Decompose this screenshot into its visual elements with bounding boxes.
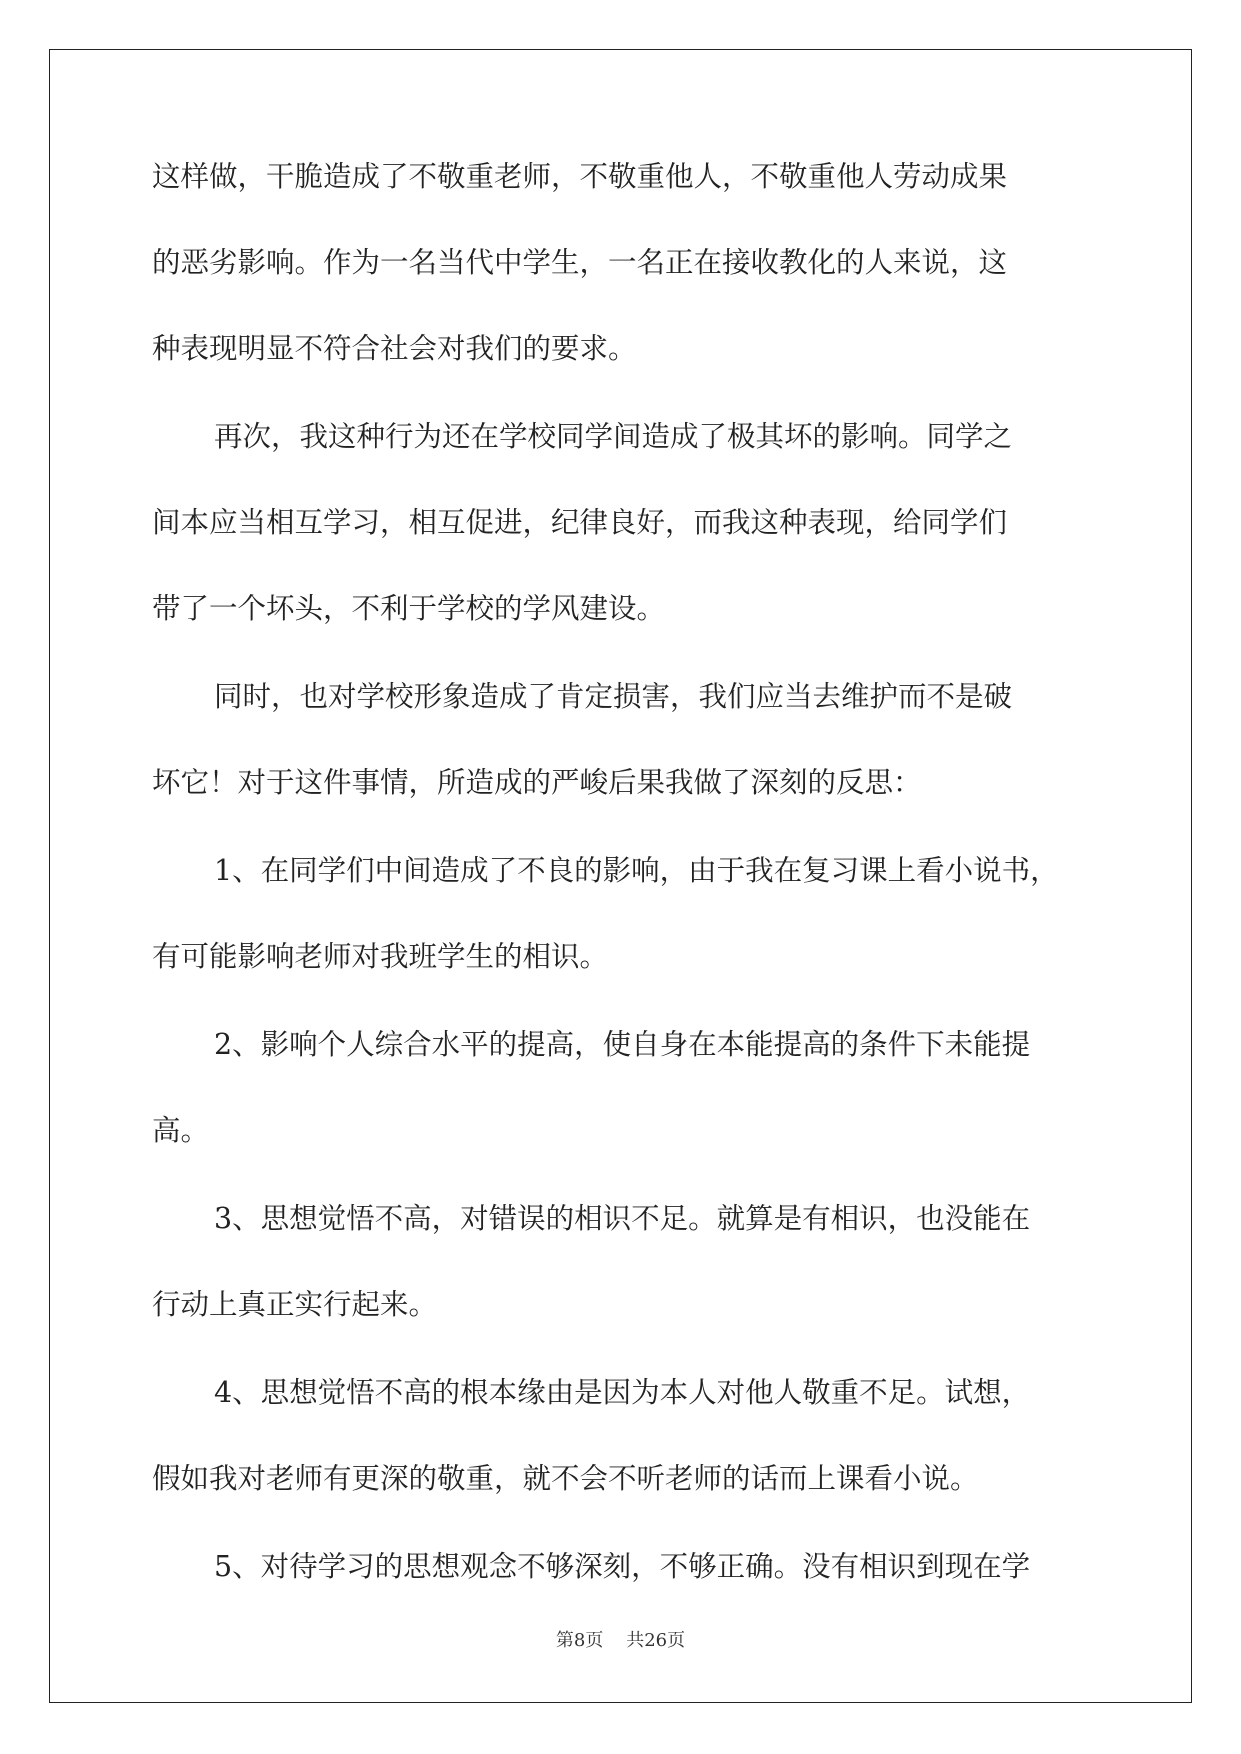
- text-line: 的恶劣影响。作为一名当代中学生，一名正在接收教化的人来说，这: [152, 246, 1008, 279]
- text-line: 1、在同学们中间造成了不良的影响，由于我在复习课上看小说书，: [214, 854, 1059, 887]
- text-line: 3、思想觉悟不高，对错误的相识不足。就算是有相识，也没能在: [214, 1202, 1031, 1235]
- page-footer: [0, 1626, 1241, 1652]
- text-line: 5、对待学习的思想观念不够深刻，不够正确。没有相识到现在学: [214, 1550, 1031, 1583]
- document-body: [152, 158, 1092, 1586]
- text-line: 这样做，干脆造成了不敬重老师，不敬重他人，不敬重他人劳动成果: [152, 160, 1008, 193]
- text-line: 4、思想觉悟不高的根本缘由是因为本人对他人敬重不足。试想，: [214, 1376, 1031, 1409]
- total-label-suffix: 页: [667, 1630, 686, 1651]
- text-line: 高。: [152, 1114, 210, 1147]
- text-line: 种表现明显不符合社会对我们的要求。: [152, 332, 637, 365]
- page-label-prefix: 第: [555, 1630, 574, 1651]
- text-line: 假如我对老师有更深的敬重，就不会不听老师的话而上课看小说。: [152, 1462, 979, 1495]
- text-line: 坏它！对于这件事情，所造成的严峻后果我做了深刻的反思：: [152, 766, 922, 799]
- total-pages-number: 26: [644, 1630, 668, 1651]
- page-label-suffix: 页: [585, 1630, 604, 1651]
- text-line: 再次，我这种行为还在学校同学间造成了极其坏的影响。同学之: [214, 420, 1013, 453]
- text-line: 间本应当相互学习，相互促进，纪律良好，而我这种表现，给同学们: [152, 506, 1008, 539]
- text-line: 同时，也对学校形象造成了肯定损害，我们应当去维护而不是破: [214, 680, 1013, 713]
- text-line: 带了一个坏头，不利于学校的学风建设。: [152, 592, 666, 625]
- text-line: 2、影响个人综合水平的提高，使自身在本能提高的条件下未能提: [214, 1028, 1031, 1061]
- total-label-prefix: 共: [626, 1630, 645, 1651]
- current-page-number: 8: [573, 1630, 586, 1651]
- text-line: 有可能影响老师对我班学生的相识。: [152, 940, 609, 973]
- text-line: 行动上真正实行起来。: [152, 1288, 438, 1321]
